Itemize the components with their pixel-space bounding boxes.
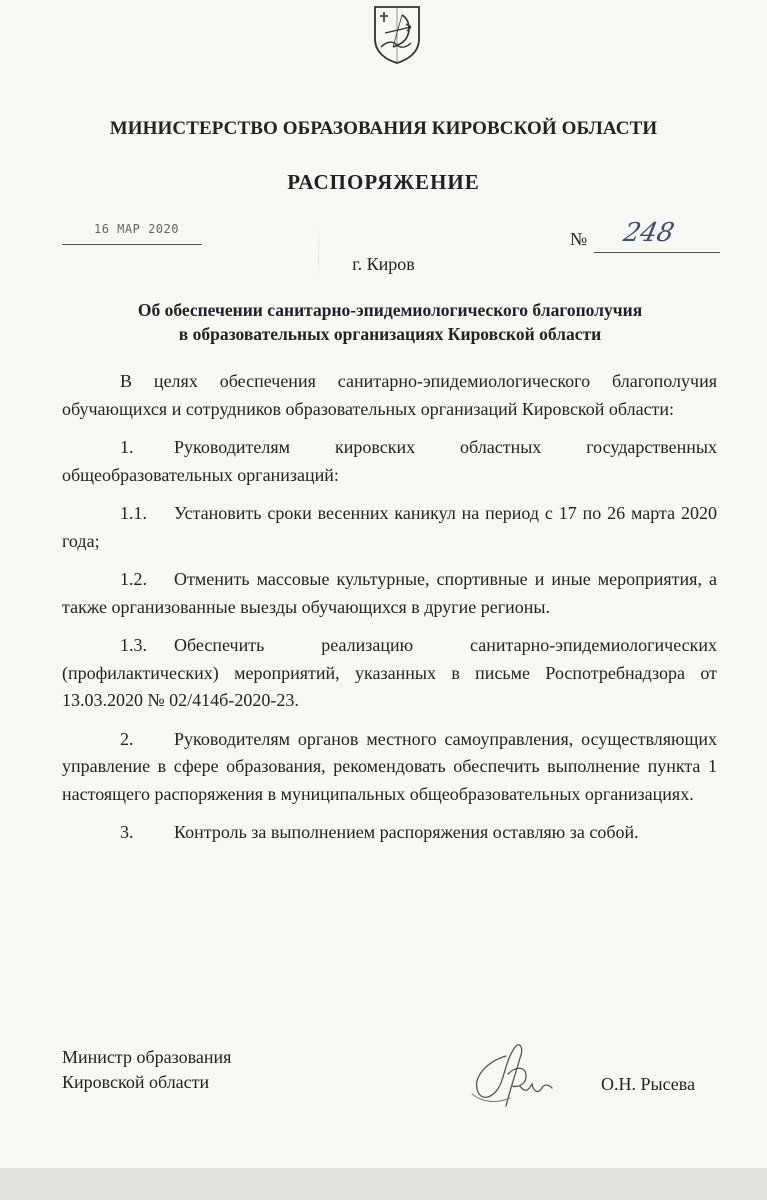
signer-name: О.Н. Рысева: [601, 1074, 696, 1094]
item-2: [62, 726, 717, 809]
item-text: Руководителям органов местного самоуправления, осуществляющих управление в сфере образования, рекомендовать обеспечить выполнение пункта 1 настоящего распоряжения в муниципальных общеобразовательных организациях.: [62, 728, 717, 804]
item-1-2: [62, 566, 717, 621]
position-line-1: Министр образования: [62, 1047, 232, 1067]
item-number: 1.: [120, 437, 134, 457]
bottom-margin: [0, 1168, 767, 1200]
subject-line-1: Об обеспечении санитарно-эпидемиологического благополучия: [137, 300, 643, 320]
item-number: 1.2.: [120, 569, 147, 589]
document-body: [62, 368, 717, 847]
date-underline: [62, 244, 202, 245]
item-number: 2.: [120, 728, 134, 749]
subject-line-2: в образовательных организациях Кировской области: [178, 324, 602, 344]
date-stamp: 16 МАР 2020: [94, 222, 179, 236]
item-number: 1.1.: [120, 503, 147, 523]
item-text: Отменить массовые культурные, спортивные и иные мероприятия, а также организованные выезды обучающихся в другие регионы.: [62, 569, 717, 617]
number-underline: [594, 252, 720, 253]
ministry-title: МИНИСТЕРСТВО ОБРАЗОВАНИЯ КИРОВСКОЙ ОБЛАСТИ: [109, 118, 658, 139]
item-text: Контроль за выполнением распоряжения оставляю за собой.: [174, 822, 639, 842]
coat-of-arms-icon: [371, 3, 423, 65]
item-text: Руководителям кировских областных государственных общеобразовательных организаций:: [62, 437, 717, 485]
item-1-1: [62, 500, 717, 555]
document-subject: [60, 298, 720, 346]
item-1: [62, 434, 717, 489]
item-number: 3.: [120, 822, 134, 842]
city-line: г. Киров: [352, 254, 415, 274]
intro-paragraph: В целях обеспечения санитарно-эпидемиологического благополучия обучающихся и сотрудников образовательных организаций Кировской области:: [62, 371, 717, 419]
signatory-position: [62, 1045, 231, 1095]
handwritten-document-number: 248: [620, 218, 677, 248]
position-line-2: Кировской области: [62, 1072, 210, 1092]
item-text: Установить сроки весенних каникул на период с 17 по 26 марта 2020 года;: [62, 503, 717, 551]
item-3: [62, 819, 717, 847]
document-type-title: РАСПОРЯЖЕНИЕ: [287, 170, 480, 194]
item-1-3: [62, 632, 717, 715]
item-text: Обеспечить реализацию санитарно-эпидемиологических (профилактических) мероприятий, указанных в письме Роспотребнадзора от 13.03.2020 № 02/414б-2020-23.: [62, 635, 717, 710]
number-sign: №: [570, 229, 588, 249]
handwritten-signature: [462, 1032, 562, 1122]
item-number: 1.3.: [120, 635, 147, 655]
